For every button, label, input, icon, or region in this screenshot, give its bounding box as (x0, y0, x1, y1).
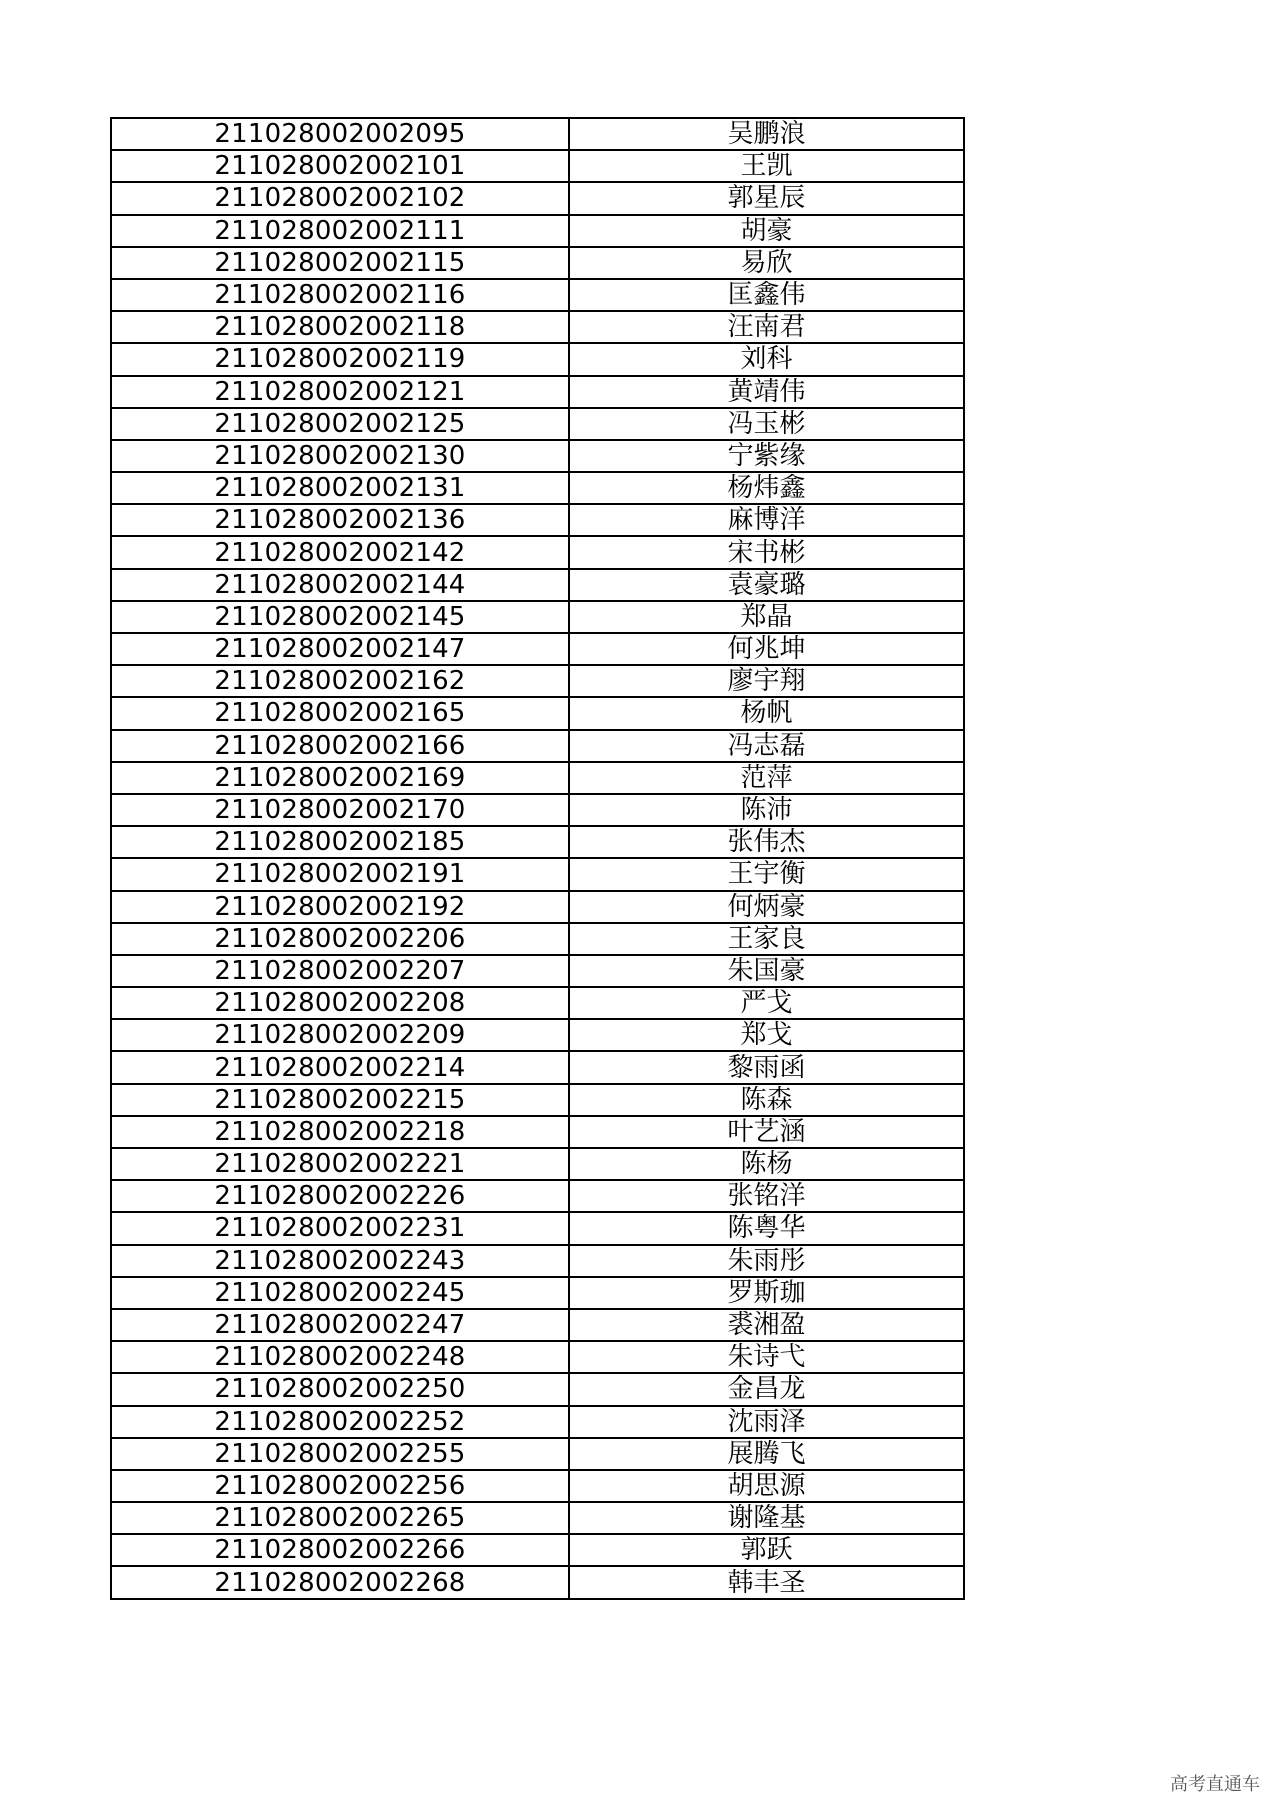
candidate-name-cell: 易欣 (569, 247, 964, 279)
candidate-id-cell: 211028002002208 (111, 987, 569, 1019)
table-row (111, 182, 964, 214)
table-row (111, 408, 964, 440)
candidate-name-cell: 严戈 (569, 987, 964, 1019)
table-row (111, 1438, 964, 1470)
candidate-name-cell: 杨炜鑫 (569, 472, 964, 504)
candidate-id-cell: 211028002002191 (111, 858, 569, 890)
table-row (111, 215, 964, 247)
candidate-name-cell: 何炳豪 (569, 891, 964, 923)
table-row (111, 1051, 964, 1083)
candidate-name-cell: 匡鑫伟 (569, 279, 964, 311)
candidate-id-cell: 211028002002221 (111, 1148, 569, 1180)
candidate-id-cell: 211028002002250 (111, 1373, 569, 1405)
candidate-name-cell: 冯玉彬 (569, 408, 964, 440)
candidate-id-cell: 211028002002218 (111, 1116, 569, 1148)
candidate-name-cell: 金昌龙 (569, 1373, 964, 1405)
candidate-name-cell: 范萍 (569, 762, 964, 794)
candidate-name-cell: 王家良 (569, 923, 964, 955)
candidate-name-cell: 麻博洋 (569, 504, 964, 536)
table-row (111, 1245, 964, 1277)
table-row (111, 891, 964, 923)
candidate-id-cell: 211028002002268 (111, 1566, 569, 1598)
table-row (111, 376, 964, 408)
table-row (111, 955, 964, 987)
candidate-name-cell: 袁豪璐 (569, 569, 964, 601)
candidate-name-cell: 沈雨泽 (569, 1406, 964, 1438)
candidate-id-cell: 211028002002116 (111, 279, 569, 311)
table-row (111, 1566, 964, 1598)
table-row (111, 665, 964, 697)
table-row (111, 440, 964, 472)
table-row (111, 1277, 964, 1309)
candidate-id-cell: 211028002002131 (111, 472, 569, 504)
candidate-id-cell: 211028002002145 (111, 601, 569, 633)
watermark-text: 高考直通车 (1170, 1774, 1260, 1795)
table-row (111, 1180, 964, 1212)
candidate-id-cell: 211028002002226 (111, 1180, 569, 1212)
candidate-name-cell: 汪南君 (569, 311, 964, 343)
candidate-name-cell: 韩丰圣 (569, 1566, 964, 1598)
candidate-id-cell: 211028002002209 (111, 1019, 569, 1051)
candidate-id-cell: 211028002002252 (111, 1406, 569, 1438)
candidate-id-cell: 211028002002102 (111, 182, 569, 214)
candidate-name-cell: 郭星辰 (569, 182, 964, 214)
table-row (111, 858, 964, 890)
table-row (111, 633, 964, 665)
candidate-name-cell: 朱雨彤 (569, 1245, 964, 1277)
table-row (111, 118, 964, 150)
candidate-id-cell: 211028002002207 (111, 955, 569, 987)
candidate-name-cell: 何兆坤 (569, 633, 964, 665)
table-row (111, 1116, 964, 1148)
candidate-id-cell: 211028002002147 (111, 633, 569, 665)
candidate-name-cell: 郑晶 (569, 601, 964, 633)
document-page (110, 117, 963, 1600)
candidate-name-cell: 谢隆基 (569, 1502, 964, 1534)
candidate-id-cell: 211028002002170 (111, 794, 569, 826)
candidate-id-cell: 211028002002142 (111, 536, 569, 568)
table-row (111, 1084, 964, 1116)
candidate-id-cell: 211028002002166 (111, 730, 569, 762)
candidate-id-cell: 211028002002118 (111, 311, 569, 343)
candidate-id-cell: 211028002002265 (111, 1502, 569, 1534)
candidate-id-cell: 211028002002165 (111, 697, 569, 729)
candidate-name-cell: 宁紫缘 (569, 440, 964, 472)
table-row (111, 279, 964, 311)
roster-table-body (111, 118, 964, 1599)
roster-table (110, 117, 965, 1600)
table-row (111, 1502, 964, 1534)
candidate-id-cell: 211028002002243 (111, 1245, 569, 1277)
candidate-name-cell: 朱诗弋 (569, 1341, 964, 1373)
candidate-id-cell: 211028002002101 (111, 150, 569, 182)
candidate-id-cell: 211028002002115 (111, 247, 569, 279)
candidate-id-cell: 211028002002192 (111, 891, 569, 923)
candidate-id-cell: 211028002002095 (111, 118, 569, 150)
table-row (111, 1534, 964, 1566)
candidate-id-cell: 211028002002162 (111, 665, 569, 697)
table-row (111, 536, 964, 568)
table-row (111, 1373, 964, 1405)
table-row (111, 730, 964, 762)
candidate-name-cell: 张铭洋 (569, 1180, 964, 1212)
table-row (111, 1019, 964, 1051)
candidate-name-cell: 展腾飞 (569, 1438, 964, 1470)
candidate-name-cell: 胡豪 (569, 215, 964, 247)
candidate-name-cell: 黎雨函 (569, 1051, 964, 1083)
candidate-name-cell: 廖宇翔 (569, 665, 964, 697)
candidate-id-cell: 211028002002185 (111, 826, 569, 858)
table-row (111, 569, 964, 601)
candidate-id-cell: 211028002002266 (111, 1534, 569, 1566)
candidate-name-cell: 朱国豪 (569, 955, 964, 987)
candidate-name-cell: 黄靖伟 (569, 376, 964, 408)
candidate-name-cell: 郭跃 (569, 1534, 964, 1566)
candidate-name-cell: 叶艺涵 (569, 1116, 964, 1148)
candidate-id-cell: 211028002002144 (111, 569, 569, 601)
table-row (111, 794, 964, 826)
candidate-name-cell: 陈沛 (569, 794, 964, 826)
candidate-id-cell: 211028002002119 (111, 343, 569, 375)
candidate-name-cell: 吴鹏浪 (569, 118, 964, 150)
table-row (111, 762, 964, 794)
candidate-name-cell: 胡思源 (569, 1470, 964, 1502)
candidate-id-cell: 211028002002247 (111, 1309, 569, 1341)
candidate-id-cell: 211028002002255 (111, 1438, 569, 1470)
candidate-name-cell: 陈杨 (569, 1148, 964, 1180)
candidate-id-cell: 211028002002136 (111, 504, 569, 536)
table-row (111, 1406, 964, 1438)
candidate-name-cell: 王宇衡 (569, 858, 964, 890)
candidate-id-cell: 211028002002214 (111, 1051, 569, 1083)
candidate-name-cell: 陈森 (569, 1084, 964, 1116)
table-row (111, 923, 964, 955)
candidate-id-cell: 211028002002169 (111, 762, 569, 794)
candidate-name-cell: 罗斯珈 (569, 1277, 964, 1309)
candidate-id-cell: 211028002002245 (111, 1277, 569, 1309)
candidate-name-cell: 杨帆 (569, 697, 964, 729)
candidate-name-cell: 刘科 (569, 343, 964, 375)
table-row (111, 987, 964, 1019)
table-row (111, 1309, 964, 1341)
table-row (111, 1470, 964, 1502)
candidate-id-cell: 211028002002248 (111, 1341, 569, 1373)
table-row (111, 343, 964, 375)
candidate-name-cell: 郑戈 (569, 1019, 964, 1051)
candidate-id-cell: 211028002002130 (111, 440, 569, 472)
table-row (111, 1212, 964, 1244)
candidate-name-cell: 裘湘盈 (569, 1309, 964, 1341)
candidate-id-cell: 211028002002121 (111, 376, 569, 408)
candidate-id-cell: 211028002002111 (111, 215, 569, 247)
table-row (111, 601, 964, 633)
candidate-name-cell: 冯志磊 (569, 730, 964, 762)
table-row (111, 247, 964, 279)
candidate-name-cell: 陈粤华 (569, 1212, 964, 1244)
candidate-name-cell: 王凯 (569, 150, 964, 182)
table-row (111, 472, 964, 504)
table-row (111, 311, 964, 343)
candidate-id-cell: 211028002002206 (111, 923, 569, 955)
table-row (111, 150, 964, 182)
table-row (111, 826, 964, 858)
candidate-name-cell: 张伟杰 (569, 826, 964, 858)
table-row (111, 1341, 964, 1373)
candidate-name-cell: 宋书彬 (569, 536, 964, 568)
candidate-id-cell: 211028002002256 (111, 1470, 569, 1502)
candidate-id-cell: 211028002002215 (111, 1084, 569, 1116)
table-row (111, 504, 964, 536)
table-row (111, 1148, 964, 1180)
candidate-id-cell: 211028002002231 (111, 1212, 569, 1244)
candidate-id-cell: 211028002002125 (111, 408, 569, 440)
table-row (111, 697, 964, 729)
